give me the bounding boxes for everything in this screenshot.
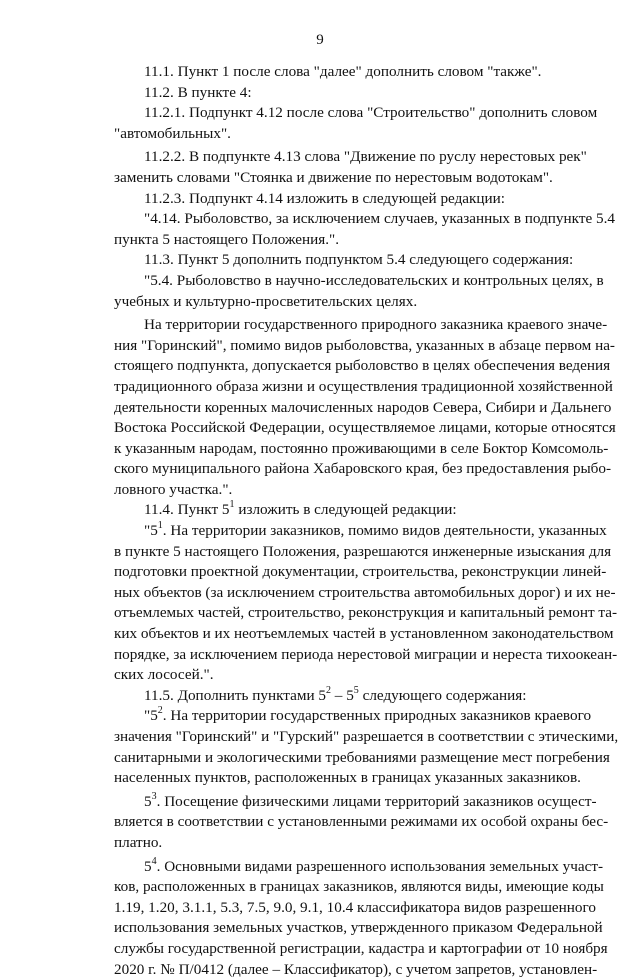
text-line: 11.2. В пункте 4: — [144, 83, 252, 101]
text-line: отъемлемых частей, строительство, реконструкция и капитальный ремонт та- — [114, 604, 618, 622]
text-line: 11.4. Пункт $5^1$ изложить в следующей редакции: — [144, 499, 457, 519]
text-line: 11.5. Дополнить пунктами $5^2 - 5^5$ следующего содержания: — [144, 684, 527, 704]
text-line: ловного участка.". — [114, 480, 233, 498]
text-line: ского муниципального района Хабаровского края, без предоставления рыбо- — [114, 460, 612, 478]
text-line: 11.2.1. Подпункт 4.12 после слова "Строительство" дополнить словом — [144, 104, 598, 122]
superscript: 2 — [326, 684, 331, 696]
superscript: 5 — [353, 684, 359, 696]
text-line: Востока Российской Федерации, осуществляемое лицами, которые относятся — [114, 419, 616, 437]
text-line: стоящего подпункта, допускается рыболовство в целях обеспечения ведения — [114, 357, 611, 375]
superscript: 2 — [157, 705, 163, 717]
text-line: санитарными и экологическими требованиями размещение мест погребения — [114, 748, 610, 766]
text-line: вляется в соответствии с установленными режимами их особой охраны бес- — [114, 813, 609, 831]
text-line: населенных пунктов, расположенных в границах указанных заказников. — [114, 769, 581, 787]
text-line: ских лососей.". — [114, 666, 214, 684]
text-line: порядке, за исключением периода нерестовой миграции и нереста тихоокеан- — [114, 645, 618, 663]
text-line: "автомобильных". — [114, 124, 231, 142]
text-line: ных объектов (за исключением строительства автомобильных дорог) и их не- — [114, 583, 616, 601]
text-line: традиционного образа жизни и осуществления традиционной хозяйственной — [114, 377, 613, 395]
text-line: подготовки проектной документации, строительства, реконструкции линей- — [114, 563, 607, 581]
text-line: "$5^2$. На территории государственных природных заказников краевого — [144, 705, 592, 725]
text-line: использования земельных участков, утвержденного приказом Федеральной — [114, 919, 603, 937]
text-line: 11.2.2. В подпункте 4.13 слова "Движение по руслу нерестовых рек" — [144, 148, 587, 166]
text-line: к указанным народам, постоянно проживающими в селе Боктор Комсомоль- — [114, 439, 609, 457]
superscript: 1 — [157, 520, 163, 531]
text-line: "4.14. Рыболовство, за исключением случаев, указанных в подпункте 5.4 — [144, 210, 615, 228]
text-line: ков, расположенных в границах заказников, являются виды, имеющие коды — [114, 878, 604, 896]
text-line: 11.1. Пункт 1 после слова "далее" дополнить словом "также". — [144, 63, 542, 80]
superscript: 1 — [229, 499, 235, 511]
text-line: в пункте 5 настоящего Положения, разрешаются инженерные изыскания для — [114, 542, 612, 560]
text-line: пункта 5 настоящего Положения.". — [114, 230, 340, 248]
text-line: "5.4. Рыболовство в научно-исследовательских и контрольных целях, в — [144, 271, 604, 289]
document-body — [114, 62, 619, 980]
text-line: 11.2.3. Подпункт 4.14 изложить в следующей редакции: — [144, 189, 506, 207]
text-line: деятельности коренных малочисленных народов Севера, Сибири и Дальнего — [114, 398, 612, 416]
text-line: ких объектов и их неотъемлемых частей в установленном законодательством — [114, 625, 614, 643]
text-line: заменить словами "Стоянка и движение по нерестовым водотокам". — [114, 168, 553, 186]
text-line: учебных и культурно-просветительских целях. — [114, 292, 418, 310]
text-line: На территории государственного природного заказника краевого значе- — [144, 316, 608, 334]
text-line: значения "Горинский" и "Гурский" разрешается в соответствии с этическими, — [114, 728, 619, 745]
text-line: 1.19, 1.20, 3.1.1, 5.3, 7.5, 9.0, 9.1, 10.4 классификатора видов разрешенного — [114, 898, 596, 916]
page-number: 9 — [316, 32, 324, 48]
text-line: службы государственной регистрации, кадастра и картографии от 10 ноября — [114, 939, 608, 957]
superscript: 4 — [151, 855, 157, 867]
text-line: $5^3$. Посещение физическими лицами территорий заказников осущест- — [144, 790, 597, 810]
text-line: "$5^1$. На территории заказников, помимо видов деятельности, указанных — [144, 520, 607, 540]
text-line: 2020 г. № П/0412 (далее – Классификатор), с учетом запретов, установлен- — [114, 960, 598, 978]
text-line: платно. — [114, 833, 163, 851]
text-line: ния "Горинский", помимо видов рыболовства, указанных в абзаце первом на- — [114, 336, 615, 354]
text-line: $5^4$. Основными видами разрешенного использования земельных участ- — [144, 855, 604, 875]
superscript: 3 — [151, 790, 157, 802]
text-line: 11.3. Пункт 5 дополнить подпунктом 5.4 следующего содержания: — [144, 251, 574, 269]
